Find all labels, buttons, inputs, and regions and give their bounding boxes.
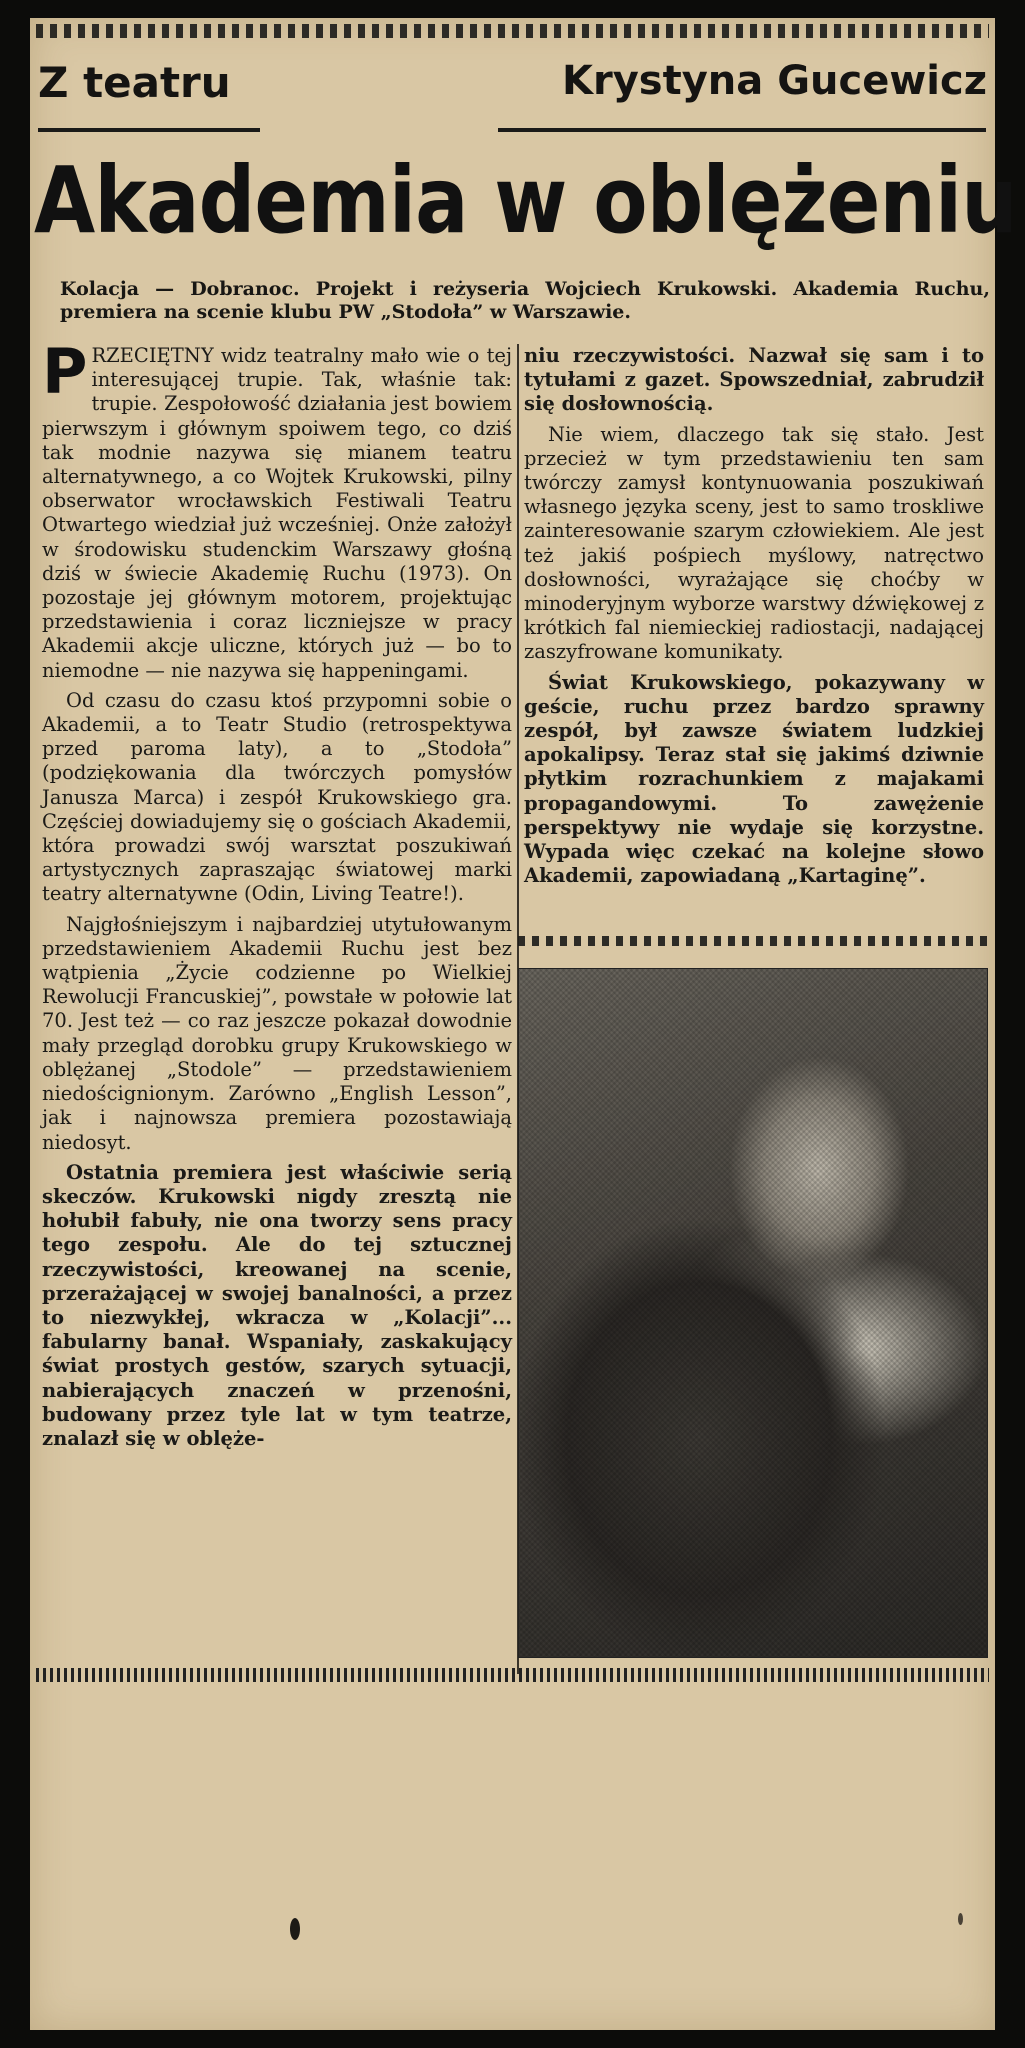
article-headline: Akademia w oblężeniu: [34, 147, 1017, 254]
right-paragraph-3: Świat Krukowskiego, pokazywany w geście, ruchu przez bardzo sprawny zespół, był zawsze światem ludzkiej apokalipsy. Teraz stał się jakimś dziwnie płytkim rozrachunkiem z majakami propagandowymi. To zawężenie perspektywy nie wydaje się korzystne. Wypada więc czekać na kolejne słowo Akademii, zapowiadaną „Kartaginę”.: [524, 670, 984, 888]
left-column: [42, 335, 512, 1457]
left-paragraph-1-text: RZECIĘTNY widz teatralny mało wie o tej interesującej trupie. Tak, właśnie tak: trupie. Zespołowość działania jest bowiem pierwszym i głównym spoiwem tego, co dziś tak modnie nazywa się mianem teatru alternatywnego, a co Wojtek Krukowski, pilny obserwator wrocławskich Festiwali Teatru Otwartego wiedział już wcześniej. Onże założył w środowisku studenckim Warszawy głośną dziś w świecie Akademię Ruchu (1973). On pozostaje jej głównym motorem, projektując przedstawienia i coraz liczniejsze w pracy Akademii akcje uliczne, których już — bo to niemodne — nie nazywa się happeningami.: [42, 344, 512, 682]
article-subhead: Kolacja — Dobranoc. Projekt i reżyseria Wojciech Krukowski. Akademia Ruchu, premiera na scenie klubu PW „Stodoła” w Warszawie.: [60, 278, 990, 323]
right-paragraph-2: Nie wiem, dlaczego tak się stało. Jest przecież w tym przedstawieniu ten sam twórczy zamysł kontynuowania poszukiwań własnego języka sceny, jest to samo troskliwe zainteresowanie szarym człowiekiem. Ale jest też jakiś pośpiech myślowy, natręctwo dosłowności, wyrażające się choćby w minoderyjnym wyborze warstwy dźwiękowej z krótkich fal niemieckiej radiostacji, nadającej zaszyfrowane komunikaty.: [524, 422, 984, 664]
top-decorative-border: [36, 24, 989, 38]
right-paragraph-1: niu rzeczywistości. Nazwał się sam i to tytułami z gazet. Spowszedniał, zabrudził się dosłownością.: [524, 344, 984, 416]
left-paragraph-4: Ostatnia premiera jest właściwie serią skeczów. Krukowski nigdy zresztą nie hołubił fabuły, nie ona tworzy sens pracy tego zespołu. Ale do tej sztucznej rzeczywistości, kreowanej na scenie, przerażającej w swojej banalności, a przez to niezwykłej, wkracza w „Kolacji”... fabularny banał. Wspaniały, zaskakujący świat prostych gestów, szarych sytuacji, nabierających znaczeń w przenośni, budowany przez tyle lat w tym teatrze, znalazł się w oblęże-: [42, 1160, 512, 1450]
photo-halftone-grain: [519, 969, 987, 1657]
left-paragraph-3: Najgłośniejszym i najbardziej utytułowanym przedstawieniem Akademii Ruchu jest bez wątpienia „Życie codzienne po Wielkiej Rewolucji Francuskiej”, powstałe w połowie lat 70. Jest też — co raz jeszcze pokazał dowodnie mały przegląd dorobku grupy Krukowskiego w oblężanej „Stodole” — przedstawieniem niedoścignionym. Zarówno „English Lesson”, jak i najnowsza premiera pozostawiają niedosyt.: [42, 912, 512, 1154]
section-underline: [38, 128, 260, 132]
left-paragraph-1: [42, 335, 512, 683]
left-paragraph-2: Od czasu do czasu ktoś przypomni sobie o Akademii, a to Teatr Studio (retrospektywa przed paroma laty), a to „Stodoła” (podziękowania dla twórczych pomysłów Janusza Marca) i zespół Krukowskiego gra. Częściej dowiadujemy się o gościach Akademii, która prowadzi swój warsztat poszukiwań artystycznych zapraszając światowej marki teatry alternatywne (Odin, Living Teatre!).: [42, 688, 512, 906]
ink-mark: [958, 1913, 963, 1925]
right-column: [524, 344, 984, 894]
section-label: Z teatru: [38, 58, 231, 107]
author-underline: [498, 128, 986, 132]
right-column-end-border: [518, 936, 987, 946]
ink-blot: [290, 1918, 300, 1940]
drop-cap: P: [42, 335, 88, 408]
author-name: Krystyna Gucewicz: [562, 58, 987, 104]
bottom-perforated-border: [36, 1668, 989, 1682]
performer-photo: [518, 968, 988, 1658]
newspaper-clipping: [30, 18, 1017, 2030]
